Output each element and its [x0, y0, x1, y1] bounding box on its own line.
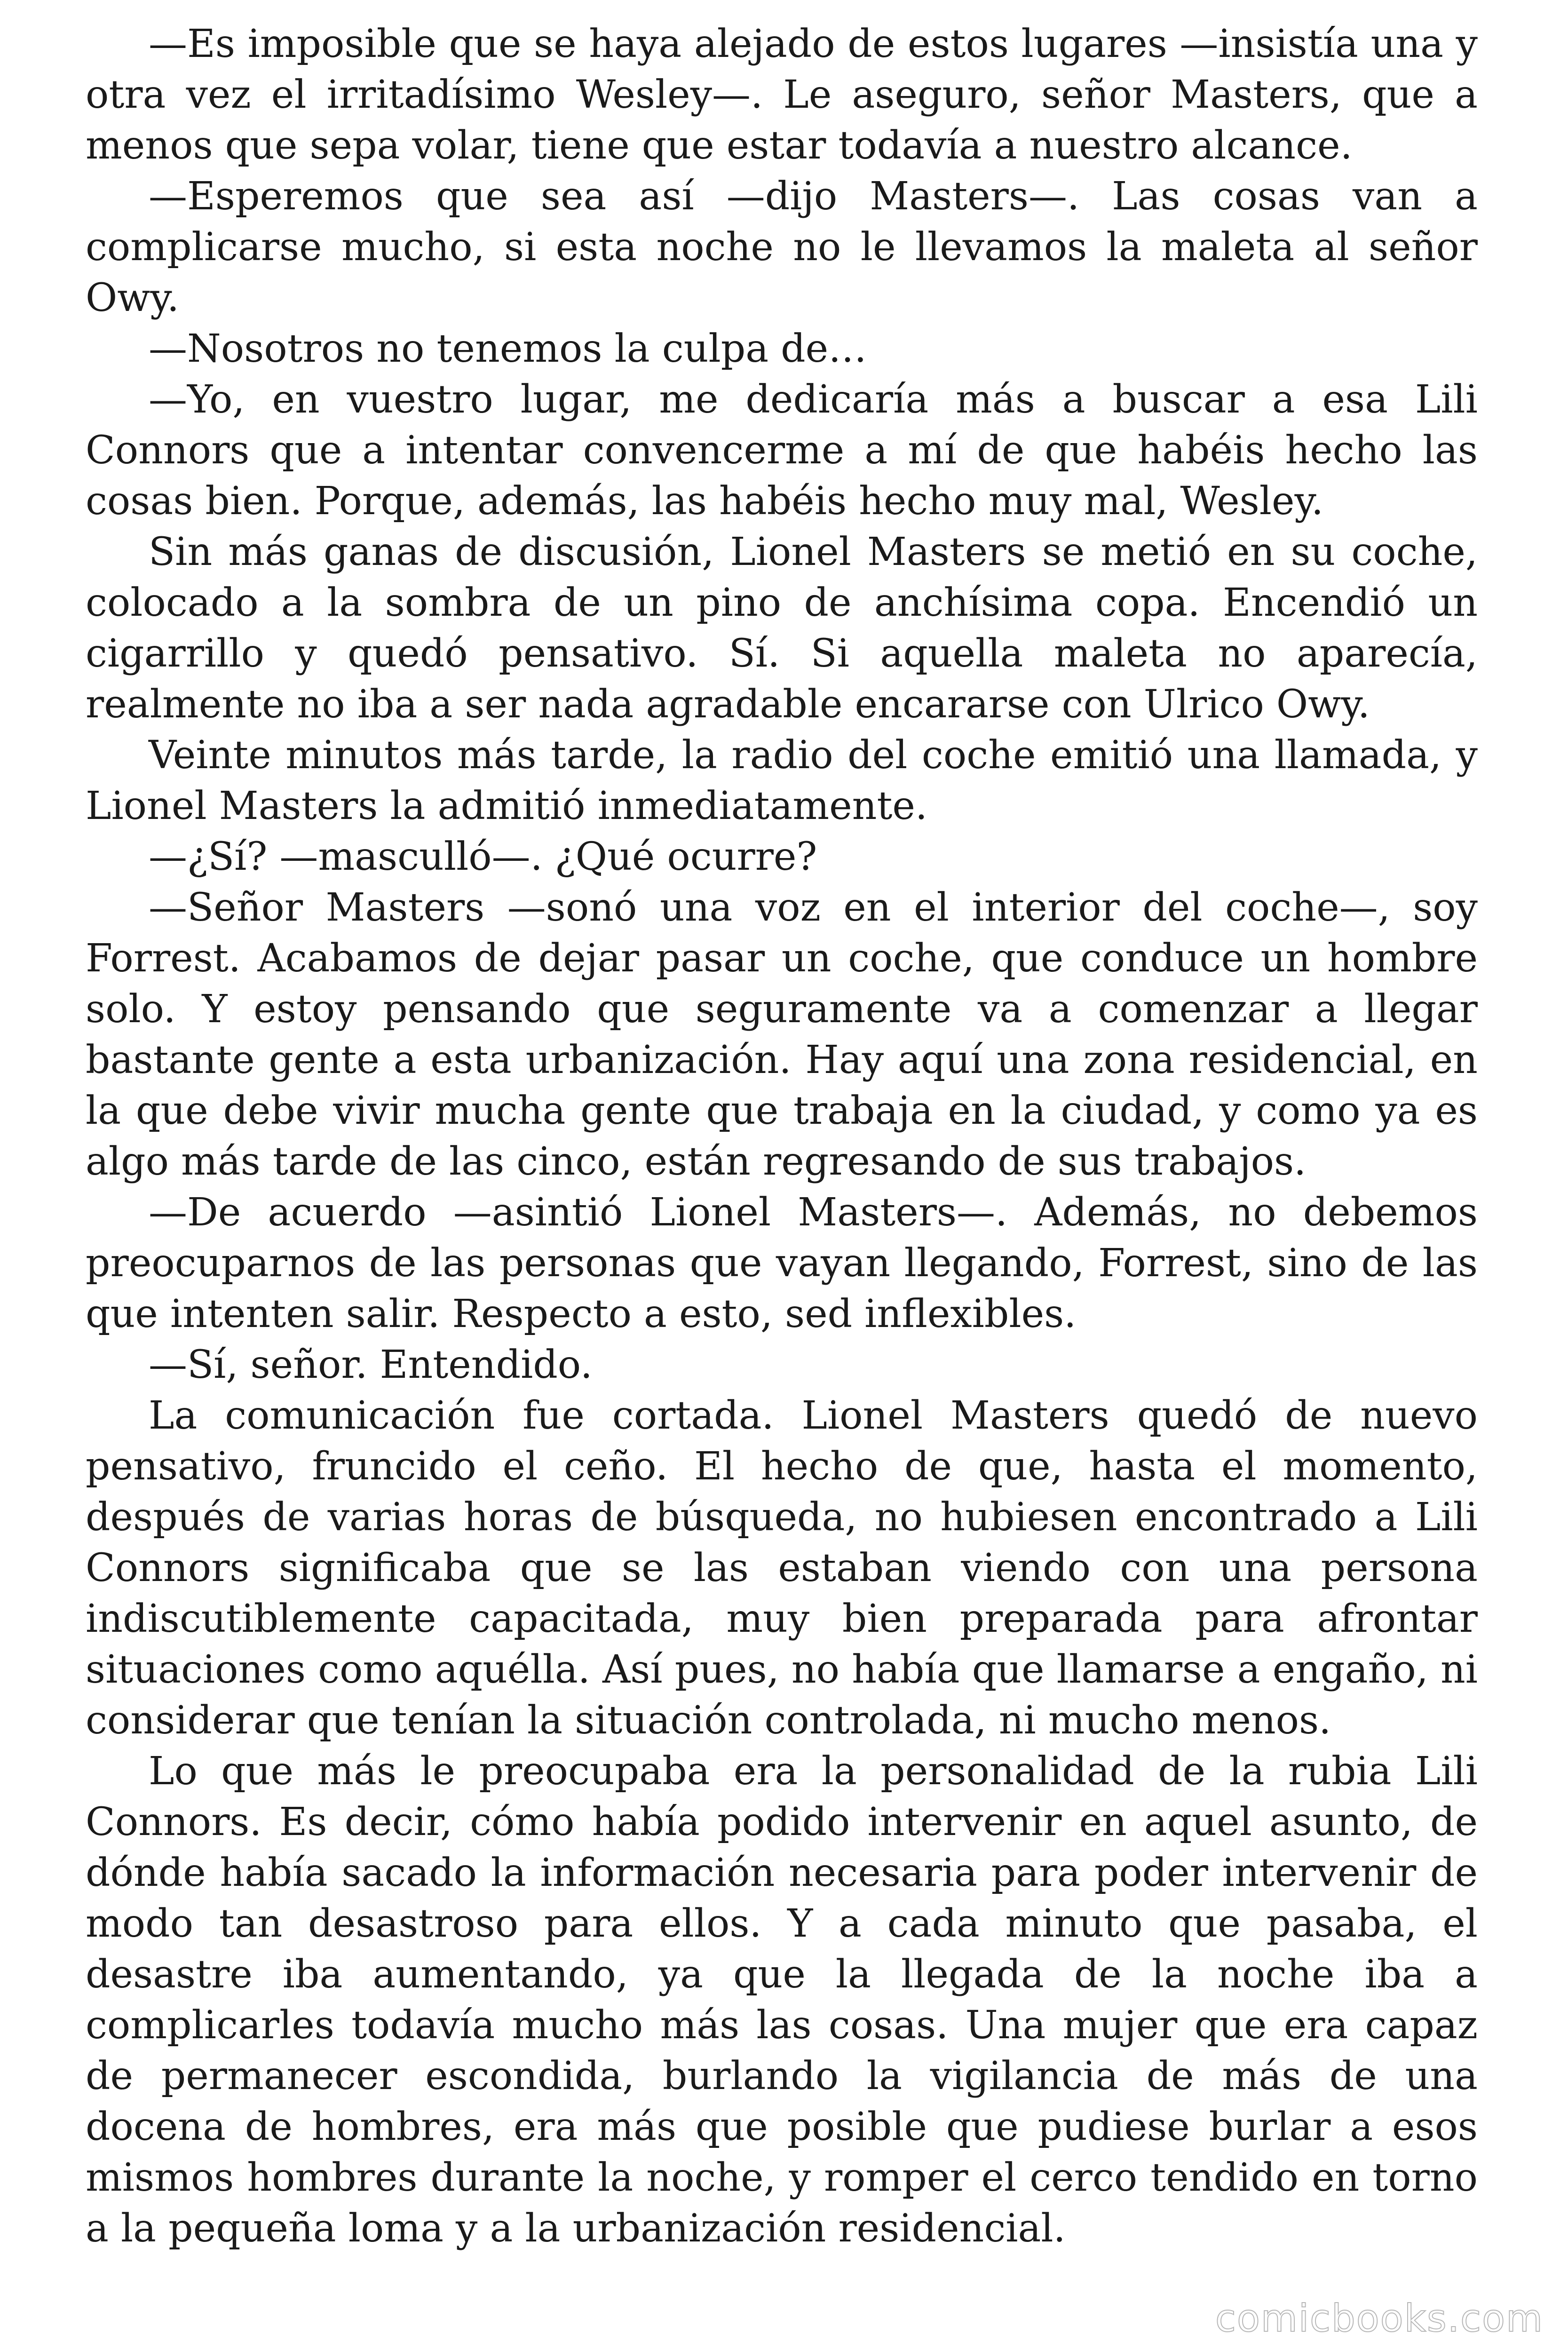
- paragraph-2: —Esperemos que sea así —dijo Masters—. Las cosas van a complicarse mucho, si esta noche no le llevamos la maleta al señor Owy.: [86, 174, 1478, 320]
- paragraph-5: Sin más ganas de discusión, Lionel Masters se metió en su coche, colocado a la sombra de un pino de anchísima copa. Encendió un cigarrillo y quedó pensativo. Sí. Si aquella maleta no aparecía, realmente no iba a ser nada agradable encararse con Ulrico Owy.: [86, 530, 1478, 727]
- paragraph-6: Veinte minutos más tarde, la radio del coche emitió una llamada, y Lionel Masters la admitió inmediatamente.: [86, 733, 1478, 828]
- paragraph-7: —¿Sí? —masculló—. ¿Qué ocurre?: [149, 834, 817, 879]
- paragraph-11: La comunicación fue cortada. Lionel Masters quedó de nuevo pensativo, fruncido el ceño. El hecho de que, hasta el momento, después de varias horas de búsqueda, no hubiesen encontrado a Lili Connors significaba que se las estaban viendo con una persona indiscutiblemente capacitada, muy bien preparada para afrontar situaciones como aquélla. Así pues, no había que llamarse a engaño, ni considerar que tenían la situación controlada, ni mucho menos.: [86, 1393, 1478, 1743]
- paragraph-3: —Nosotros no tenemos la culpa de…: [149, 326, 867, 371]
- paragraph-12: Lo que más le preocupaba era la personalidad de la rubia Lili Connors. Es decir, cómo había podido intervenir en aquel asunto, de dónde había sacado la información necesaria para poder intervenir de modo tan desastroso para ellos. Y a cada minuto que pasaba, el desastre iba aumentando, ya que la llegada de la noche iba a complicarles todavía mucho más las cosas. Una mujer que era capaz de permanecer escondida, burlando la vigilancia de más de una docena de hombres, era más que posible que pudiese burlar a esos mismos hombres durante la noche, y romper el cerco tendido en torno a la pequeña loma y a la urbanización residencial.: [86, 1749, 1478, 2251]
- paragraph-4: —Yo, en vuestro lugar, me dedicaría más a buscar a esa Lili Connors que a intentar convencerme a mí de que habéis hecho las cosas bien. Porque, además, las habéis hecho muy mal, Wesley.: [86, 377, 1478, 524]
- paragraph-9: —De acuerdo —asintió Lionel Masters—. Además, no debemos preocuparnos de las personas que vayan llegando, Forrest, sino de las que intenten salir. Respecto a esto, sed inflexibles.: [86, 1190, 1478, 1336]
- paragraph-8: —Señor Masters —sonó una voz en el interior del coche—, soy Forrest. Acabamos de dejar pasar un coche, que conduce un hombre solo. Y estoy pensando que seguramente va a comenzar a llegar bastante gente a esta urbanización. Hay aquí una zona residencial, en la que debe vivir mucha gente que trabaja en la ciudad, y como ya es algo más tarde de las cinco, están regresando de sus trabajos.: [86, 885, 1478, 1184]
- paragraph-1: —Es imposible que se haya alejado de estos lugares —insistía una y otra vez el irritadísimo Wesley—. Le aseguro, señor Masters, que a menos que sepa volar, tiene que estar todavía a nuestro alcance.: [86, 22, 1478, 168]
- paragraph-10: —Sí, señor. Entendido.: [149, 1343, 593, 1387]
- watermark: comicbooks.com: [1215, 2296, 1544, 2340]
- book-page: [86, 19, 1478, 2305]
